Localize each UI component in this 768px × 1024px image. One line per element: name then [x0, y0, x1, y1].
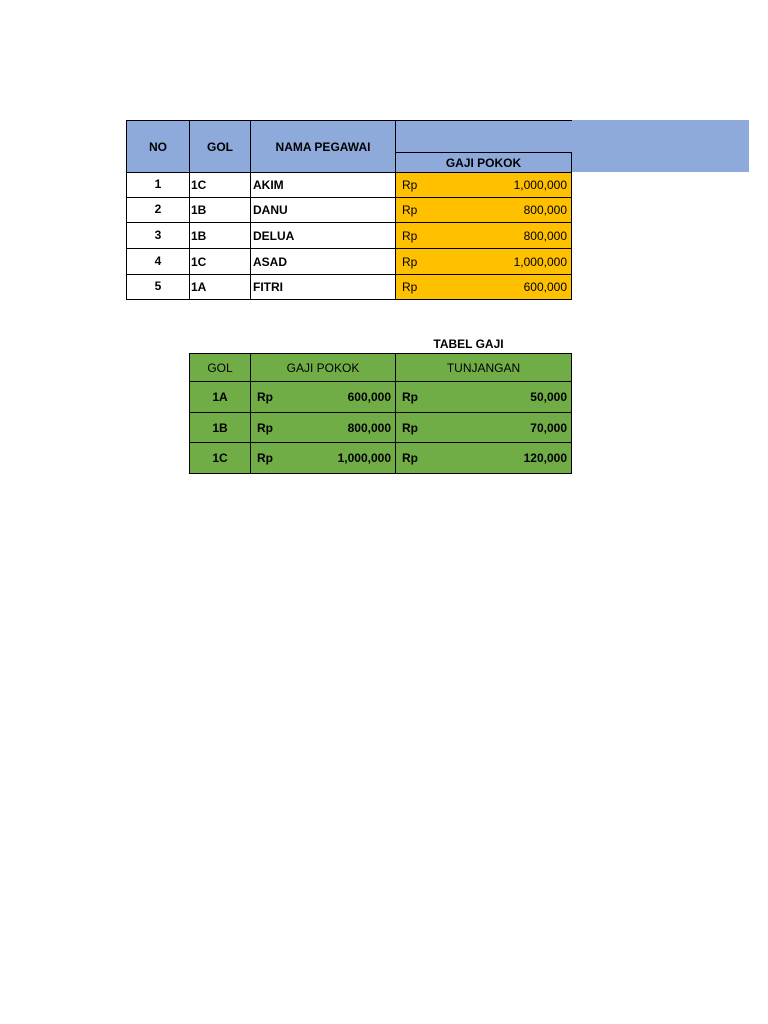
cell-nama: FITRI — [250, 274, 396, 300]
cell-nama: DELUA — [250, 222, 396, 249]
header-gol: GOL — [189, 120, 251, 173]
cell-no: 4 — [126, 248, 190, 275]
cell-no: 1 — [126, 172, 190, 198]
cell-no: 5 — [126, 274, 190, 300]
salary-cell-gaji: Rp 1,000,000 — [250, 442, 396, 474]
salary-header-tunjangan: TUNJANGAN — [395, 353, 572, 382]
cell-gaji: Rp 800,000 — [395, 197, 572, 223]
cell-gaji: Rp 1,000,000 — [395, 248, 572, 275]
header-gaji-pokok: GAJI POKOK — [395, 152, 572, 173]
cell-nama: ASAD — [250, 248, 396, 275]
header-nama-pegawai: NAMA PEGAWAI — [250, 120, 396, 173]
cell-no: 3 — [126, 222, 190, 249]
header-group-blank — [395, 120, 572, 153]
header-no: NO — [126, 120, 190, 173]
salary-table-title: TABEL GAJI — [433, 337, 504, 351]
salary-cell-gaji: Rp 800,000 — [250, 412, 396, 443]
cell-gol: 1C — [189, 248, 251, 275]
cell-gol: 1A — [189, 274, 251, 300]
salary-cell-tunjangan: Rp 70,000 — [395, 412, 572, 443]
cell-nama: DANU — [250, 197, 396, 223]
salary-cell-gol: 1C — [189, 442, 251, 474]
cell-no: 2 — [126, 197, 190, 223]
cell-gol: 1B — [189, 197, 251, 223]
salary-cell-tunjangan: Rp 50,000 — [395, 381, 572, 413]
salary-cell-tunjangan: Rp 120,000 — [395, 442, 572, 474]
cell-gol: 1B — [189, 222, 251, 249]
cell-gaji: Rp 800,000 — [395, 222, 572, 249]
cell-gol: 1C — [189, 172, 251, 198]
salary-header-gol: GOL — [189, 353, 251, 382]
salary-header-gaji-pokok: GAJI POKOK — [250, 353, 396, 382]
salary-cell-gol: 1A — [189, 381, 251, 413]
salary-cell-gaji: Rp 600,000 — [250, 381, 396, 413]
salary-cell-gol: 1B — [189, 412, 251, 443]
cell-nama: AKIM — [250, 172, 396, 198]
cell-gaji: Rp 600,000 — [395, 274, 572, 300]
cell-gaji: Rp 1,000,000 — [395, 172, 572, 198]
